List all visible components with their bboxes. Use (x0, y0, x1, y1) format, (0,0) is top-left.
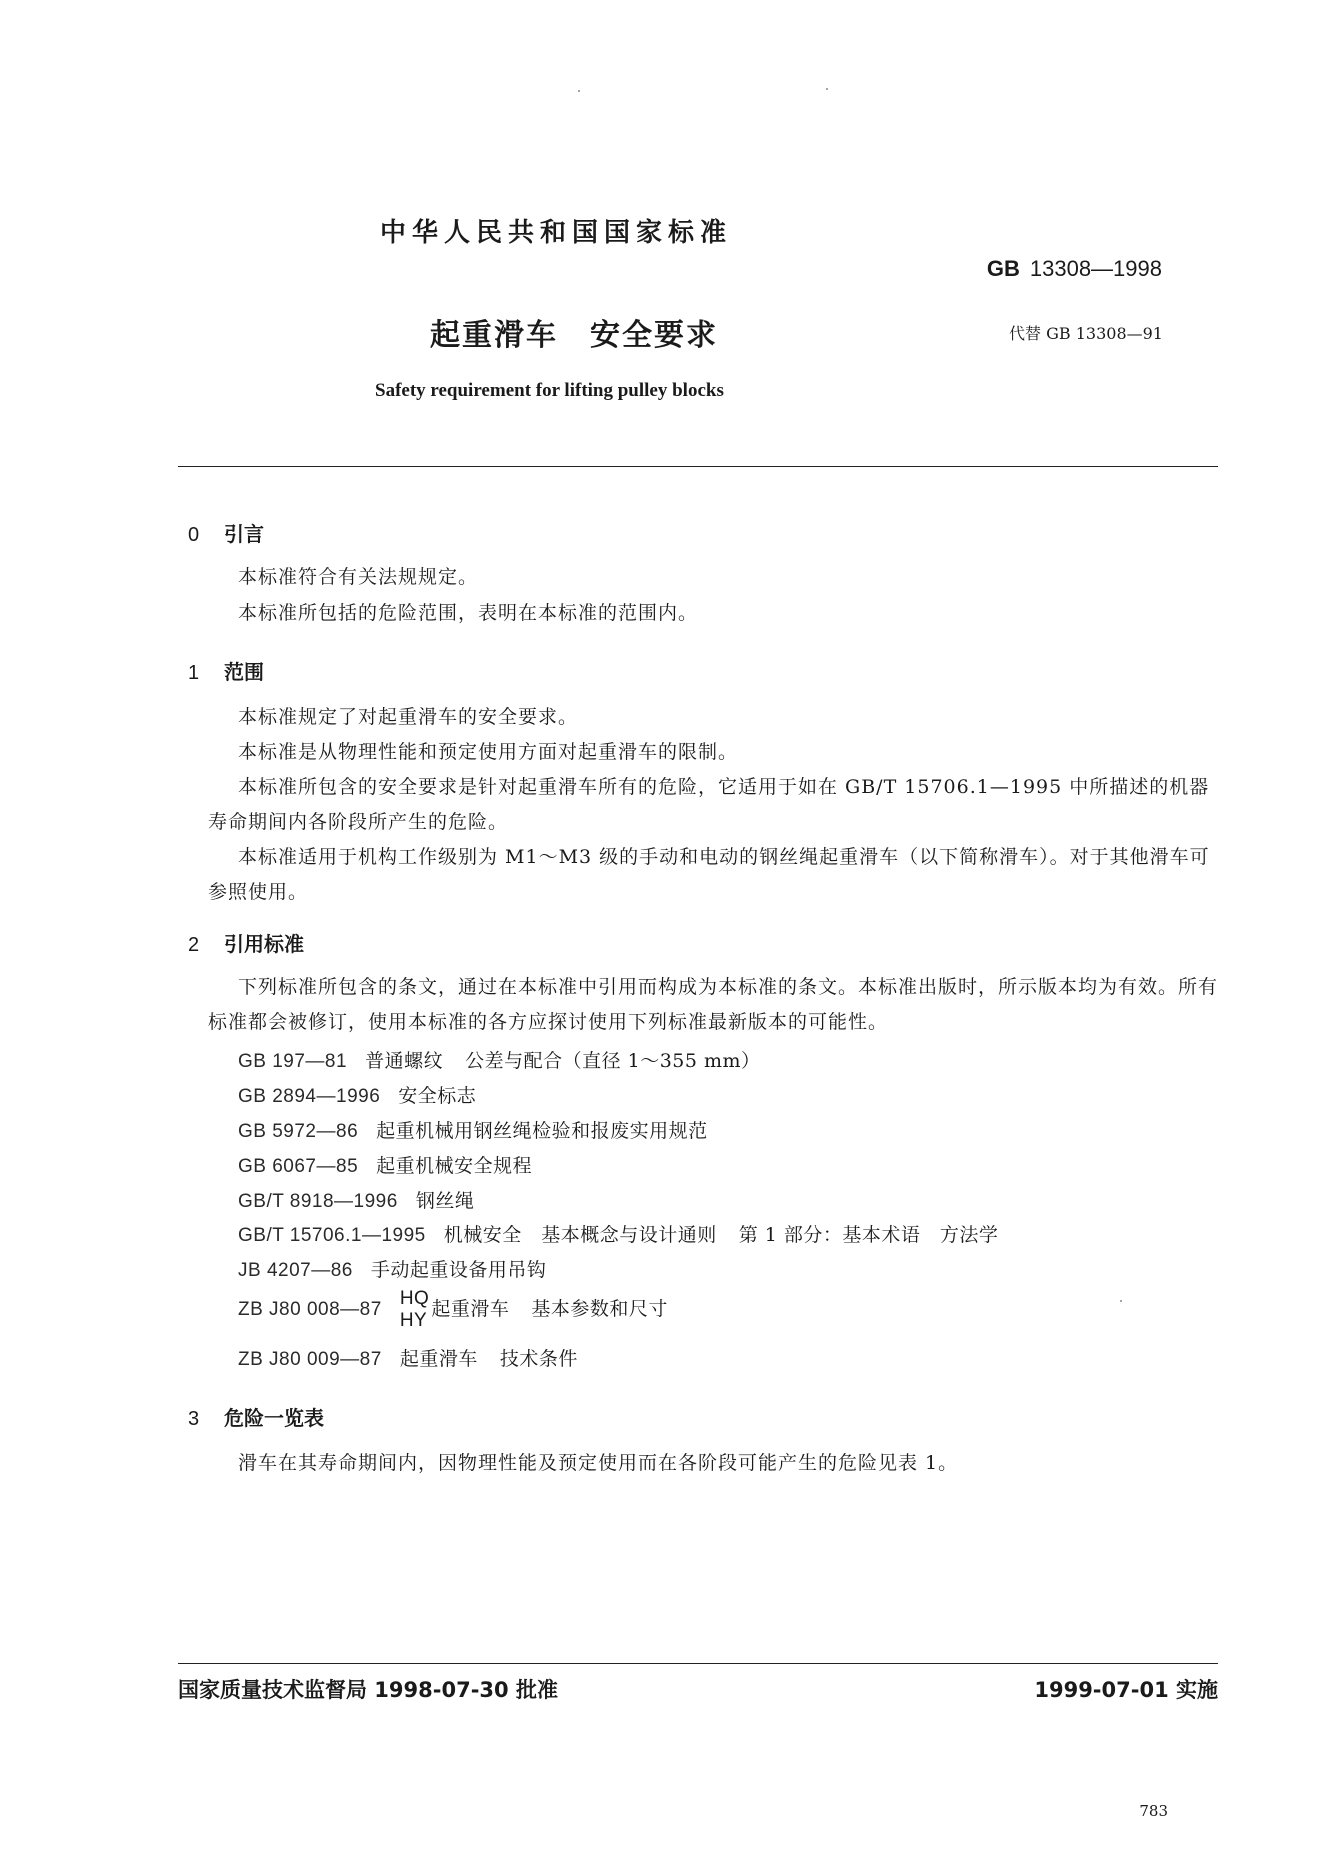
page-number: 783 (1139, 1802, 1168, 1820)
paragraph: 本标准所包含的安全要求是针对起重滑车所有的危险，它适用于如在 GB/T 15706.1—1995 中所描述的机器寿命期间内各阶段所产生的危险。 (208, 776, 1210, 833)
section-title: 引言 (224, 522, 264, 546)
section-number: 3 (188, 1408, 200, 1430)
paragraph: 本标准符合有关法规规定。 (238, 566, 479, 588)
standard-number (987, 256, 1162, 282)
paragraph: 本标准适用于机构工作级别为 M1～M3 级的手动和电动的钢丝绳起重滑车（以下简称滑车）。对于其他滑车可参照使用。 (208, 846, 1210, 903)
replaces-note: 代替 GB 13308—91 (1009, 324, 1163, 343)
reference-item: ZB J80 008—87 HQ HY 起重滑车 基本参数和尺寸 (238, 1288, 668, 1331)
document-title: 起重滑车 安全要求 (430, 318, 718, 353)
paragraph: 本标准规定了对起重滑车的安全要求。 (238, 706, 579, 728)
footer-divider (178, 1663, 1218, 1664)
reference-item: GB/T 15706.1—1995 机械安全 基本概念与设计通则 第 1 部分：基本术语 方法学 (238, 1224, 999, 1246)
reference-item: JB 4207—86 手动起重设备用吊钩 (238, 1259, 547, 1281)
paragraph: 本标准所包括的危险范围，表明在本标准的范围内。 (238, 602, 699, 624)
section-title: 范围 (224, 660, 264, 684)
header-divider (178, 466, 1218, 467)
standard-prefix: GB (986, 256, 1020, 281)
approval-date: 国家质量技术监督局 1998-07-30 批准 (178, 1678, 558, 1702)
effective-date: 1999-07-01 实施 (1034, 1678, 1218, 1702)
paragraph: 本标准是从物理性能和预定使用方面对起重滑车的限制。 (238, 741, 739, 763)
reference-item: GB/T 8918—1996 钢丝绳 (238, 1190, 475, 1212)
scan-speck (578, 90, 580, 92)
reference-item: ZB J80 009—87 起重滑车 技术条件 (238, 1348, 578, 1370)
section-title: 危险一览表 (224, 1406, 324, 1430)
paragraph: 滑车在其寿命期间内，因物理性能及预定使用而在各阶段可能产生的危险见表 1。 (238, 1452, 959, 1474)
reference-item: GB 2894—1996 安全标志 (238, 1085, 477, 1107)
section-heading-2 (188, 928, 304, 957)
scan-speck (826, 88, 828, 90)
section-title: 引用标准 (224, 932, 304, 956)
national-standard-heading: 中华人民共和国国家标准 (380, 218, 733, 248)
english-title: Safety requirement for lifting pulley blocks (375, 380, 724, 401)
paragraph: 下列标准所包含的条文，通过在本标准中引用而构成为本标准的条文。本标准出版时，所示版本均为有效。所有标准都会被修订，使用本标准的各方应探讨使用下列标准最新版本的可能性。 (208, 976, 1219, 1033)
reference-item: GB 5972—86 起重机械用钢丝绳检验和报废实用规范 (238, 1120, 708, 1142)
reference-item: GB 197—81 普通螺纹 公差与配合（直径 1～355 mm） (238, 1050, 761, 1072)
section-number: 0 (188, 524, 200, 546)
section-heading-0 (188, 518, 264, 547)
model-code-stack: HQ HY (399, 1288, 430, 1331)
section-number: 2 (188, 934, 200, 956)
reference-item: GB 6067—85 起重机械安全规程 (238, 1155, 533, 1177)
scan-speck (1120, 1300, 1122, 1302)
standard-number-value: 13308—1998 (1029, 256, 1162, 281)
section-heading-3 (188, 1402, 324, 1431)
section-number: 1 (188, 662, 200, 684)
section-heading-1 (188, 656, 264, 685)
